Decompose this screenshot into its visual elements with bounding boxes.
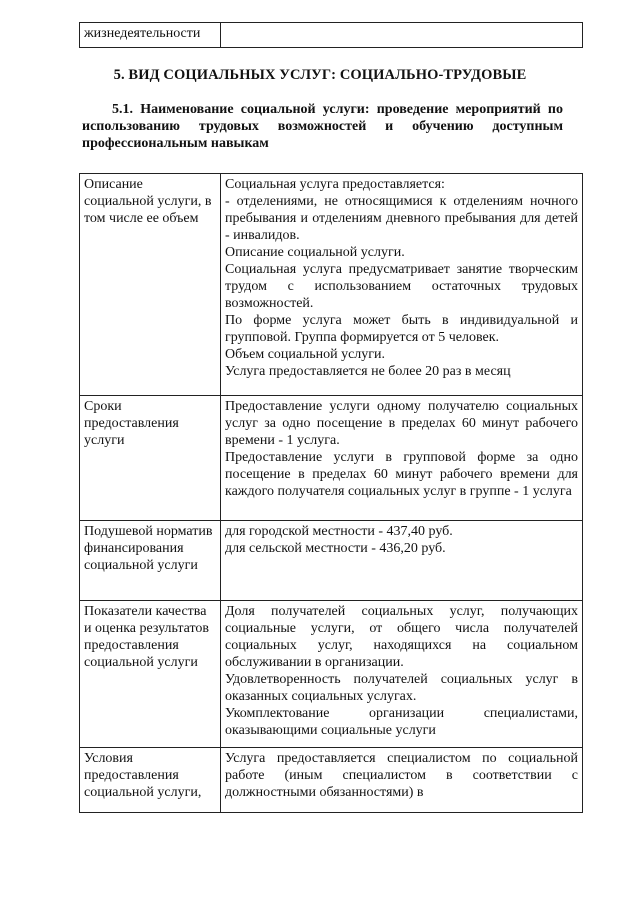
subsection-title: 5.1. Наименование социальной услуги: проведение мероприятий по использованию трудовых возможностей и обучению доступным профессиональным навыкам [82,102,563,151]
table-cell-label: жизнедеятельности [80,23,221,48]
table-cell-content [221,23,583,48]
paragraph: По форме услуга может быть в индивидуальной и групповой. Группа формируется от 5 человек. [225,313,578,345]
paragraph: Предоставление услуги одному получателю социальных услуг за одно посещение в пределах 60 минут рабочего времени - 1 услуга. [225,399,578,448]
paragraph: Доля получателей социальных услуг, получающих социальные услуги, от общего числа получателей социальных услуг, находящихся на социальном обслуживании в организации. [225,604,578,670]
table-row [80,748,583,813]
row-content [221,748,583,813]
row-label: Подушевой норматив финансирования социальной услуги [80,521,221,601]
section-title: 5. ВИД СОЦИАЛЬНЫХ УСЛУГ: СОЦИАЛЬНО-ТРУДОВЫЕ [113,67,527,83]
row-label: Условия предоставления социальной услуги, [80,748,221,813]
paragraph: Объем социальной услуги. [225,347,386,362]
paragraph: Услуга предоставляется специалистом по социальной работе (иным специалистом в соответствии с должностными обязанностями) в [225,751,578,800]
paragraph: Социальная услуга предоставляется: [225,177,445,192]
paragraph: Услуга предоставляется не более 20 раз в месяц [225,364,511,379]
table-row [80,174,583,396]
row-content [221,601,583,748]
service-description-table [79,173,583,813]
table-row [80,521,583,601]
table-row [80,396,583,521]
table-row [80,601,583,748]
paragraph: Удовлетворенность получателей социальных услуг в оказанных социальных услугах. [225,672,578,704]
paragraph: Предоставление услуги в групповой форме за одно посещение в пределах 60 минут рабочего времени для каждого получателя социальных услуг в группе - 1 услуга [225,450,578,499]
row-label: Показатели качества и оценка результатов предоставления социальной услуги [80,601,221,748]
paragraph: для городской местности - 437,40 руб. [225,524,453,539]
paragraph: Социальная услуга предусматривает занятие творческим трудом с использованием остаточных трудовых возможностей. [225,262,578,311]
row-content [221,174,583,396]
row-label: Сроки предоставления услуги [80,396,221,521]
row-content [221,396,583,521]
paragraph: - отделениями, не относящимися к отделениям ночного пребывания и отделениям дневного пребывания для детей - инвалидов. [225,194,578,243]
paragraph: Описание социальной услуги. [225,245,405,260]
row-label: Описание социальной услуги, в том числе ее объем [80,174,221,396]
paragraph: Укомплектование организации специалистами, оказывающими социальные услуги [225,706,578,738]
row-content [221,521,583,601]
previous-table-fragment [79,22,583,48]
paragraph: для сельской местности - 436,20 руб. [225,541,446,556]
table-row [80,23,583,48]
